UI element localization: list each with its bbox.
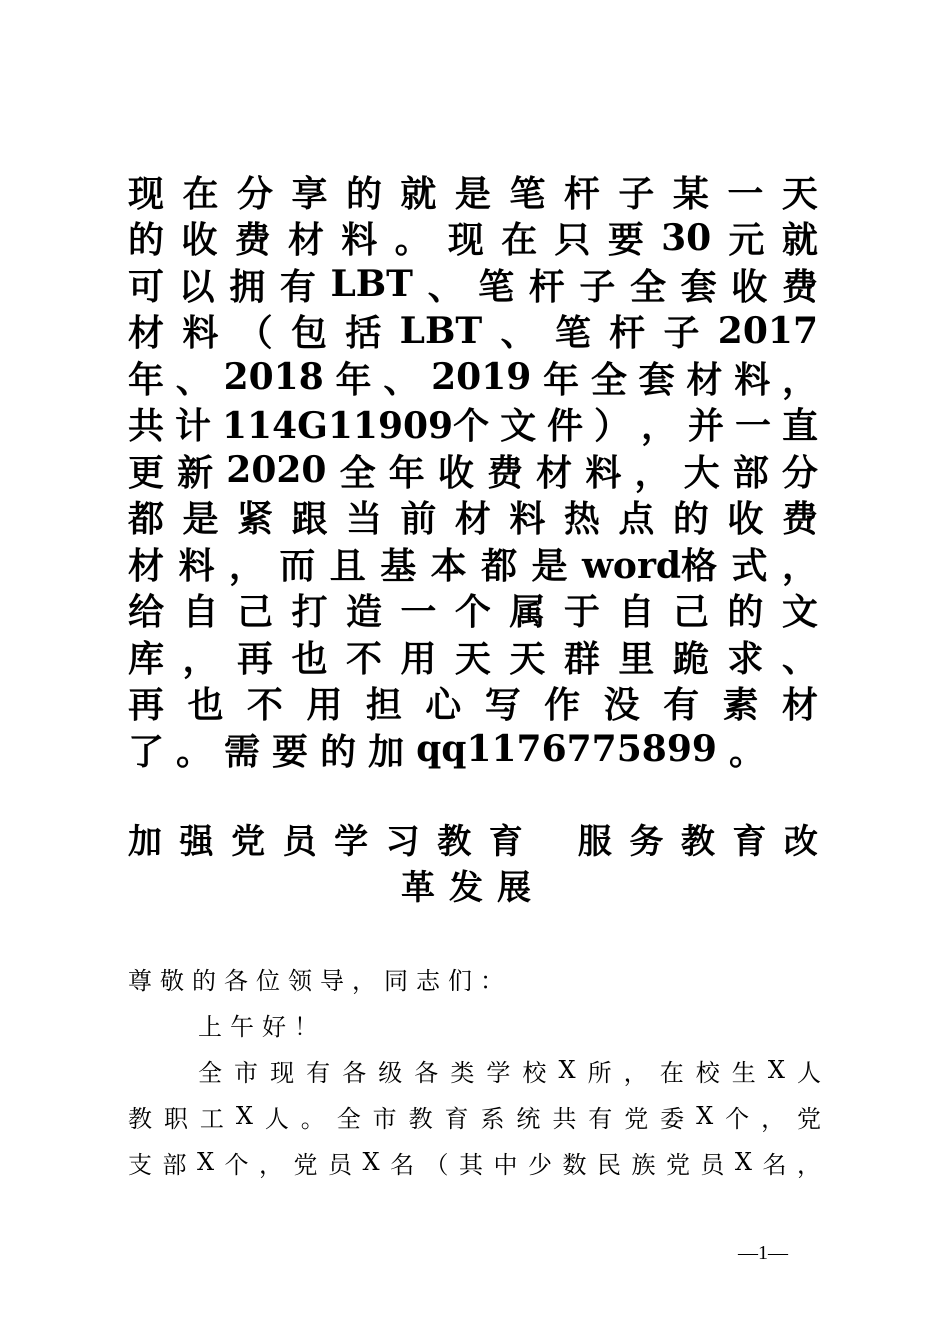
text-token: 员 <box>328 1150 352 1179</box>
text-token: 也 <box>187 684 224 727</box>
text-token: 直 <box>781 405 818 448</box>
text-token: 求 <box>727 637 764 680</box>
text-token: 工 <box>199 1104 224 1133</box>
text-token: 党 <box>624 1104 649 1133</box>
text-token: 作 <box>544 684 581 727</box>
text-token: 己 <box>672 591 709 634</box>
text-token: 生 <box>731 1058 756 1087</box>
text-token: 套 <box>680 265 717 308</box>
text-token: 。 <box>728 730 765 773</box>
page-number: —1— <box>738 1242 788 1264</box>
text-token: 计 <box>174 405 211 448</box>
text-token: 基 <box>380 544 417 587</box>
text-token: 支 <box>128 1150 152 1179</box>
text-token: 更 <box>128 451 165 494</box>
text-token: 给 <box>128 591 165 634</box>
text-token: 不 <box>345 637 382 680</box>
text-token: 2017 <box>717 309 818 352</box>
ad-line <box>128 633 818 680</box>
document-title <box>128 815 818 907</box>
text-token: 各 <box>342 1058 367 1087</box>
advertisement-paragraph <box>128 168 818 773</box>
text-token: 材 <box>287 219 324 262</box>
ad-line <box>128 261 818 308</box>
text-token: 也 <box>291 637 328 680</box>
text-token: 在 <box>659 1058 684 1087</box>
text-token: 自 <box>182 591 219 634</box>
text-token: ， <box>641 405 678 448</box>
ad-line <box>128 680 818 727</box>
text-token: 数 <box>562 1150 587 1179</box>
paragraph-line <box>128 1047 821 1093</box>
text-token: 、 <box>781 637 818 680</box>
text-token: 全 <box>590 358 627 401</box>
text-token: ， <box>761 1104 786 1133</box>
text-token: 校 <box>522 1058 547 1087</box>
text-token: 员 <box>700 1150 725 1179</box>
text-token: 全 <box>339 451 376 494</box>
text-token: 市 <box>234 1058 259 1087</box>
text-token: 中 <box>493 1150 518 1179</box>
text-token: 2019 <box>431 356 532 399</box>
text-token: 杆 <box>563 172 600 215</box>
text-token: 子 <box>663 312 700 355</box>
text-token: 子 <box>579 265 616 308</box>
text-token: 料 <box>182 312 219 355</box>
text-token: 且 <box>329 544 366 587</box>
text-token: 费 <box>234 219 271 262</box>
text-token: 年 <box>128 358 165 401</box>
ad-line <box>128 215 818 262</box>
text-token: 。 <box>394 219 431 262</box>
text-token: 部 <box>732 451 769 494</box>
text-token: 有 <box>306 1058 331 1087</box>
text-token: 心 <box>425 684 462 727</box>
text-token: 里 <box>618 637 655 680</box>
text-token: 材 <box>454 498 491 541</box>
text-token: 全 <box>198 1058 222 1087</box>
text-token: 自 <box>618 591 655 634</box>
text-token: 享 <box>291 172 328 215</box>
text-token: 元 <box>728 219 765 262</box>
text-token: qq1176775899 <box>416 728 717 771</box>
text-token: 的 <box>345 172 382 215</box>
text-token: 素 <box>722 684 759 727</box>
text-token: 料 <box>341 219 378 262</box>
text-token: 有 <box>663 684 700 727</box>
text-token: 一 <box>735 405 772 448</box>
text-token: 需 <box>224 730 261 773</box>
text-token: 包 <box>290 312 327 355</box>
text-token: 年 <box>543 358 580 401</box>
text-token: 用 <box>400 637 437 680</box>
salutation: 尊敬的各位领导，同志们： <box>128 966 512 995</box>
text-token: 打 <box>291 591 328 634</box>
text-token: 、 <box>383 358 420 401</box>
text-token: 跪 <box>672 637 709 680</box>
body-paragraph <box>128 1047 821 1185</box>
text-token: 要 <box>272 730 309 773</box>
text-token: 。 <box>300 1104 325 1133</box>
text-token: 党 <box>293 1150 318 1179</box>
text-token: 全 <box>630 265 667 308</box>
text-token: 的 <box>727 591 764 634</box>
text-token: 没 <box>603 684 640 727</box>
text-token: 加 <box>128 821 162 862</box>
text-token: 加 <box>368 730 405 773</box>
text-token: X <box>235 1102 253 1130</box>
text-token: 教 <box>437 821 472 862</box>
text-token: ， <box>623 1058 648 1087</box>
text-token: 委 <box>660 1104 685 1133</box>
text-token: 材 <box>686 358 723 401</box>
text-token: 教 <box>680 821 715 862</box>
text-token: 材 <box>128 544 165 587</box>
text-token: 务 <box>629 821 664 862</box>
ad-line <box>128 308 818 355</box>
text-token: 杆 <box>528 265 565 308</box>
text-token: 某 <box>672 172 709 215</box>
text-token: 在 <box>182 172 219 215</box>
text-token: 热 <box>563 498 600 541</box>
text-token: 教 <box>408 1104 433 1133</box>
text-token: 不 <box>246 684 283 727</box>
text-token: 件 <box>547 405 584 448</box>
text-token: 共 <box>128 405 165 448</box>
text-token: 民 <box>596 1150 621 1179</box>
text-token: 育 <box>732 821 767 862</box>
text-token: 己 <box>236 591 273 634</box>
text-token: 族 <box>631 1150 656 1179</box>
text-token: ， <box>796 1150 821 1179</box>
text-token: 员 <box>282 821 317 862</box>
text-token: 其 <box>459 1150 484 1179</box>
text-token: 现 <box>447 219 484 262</box>
text-token: 的 <box>320 730 357 773</box>
text-token: X <box>734 1148 752 1176</box>
text-token: 收 <box>727 498 764 541</box>
text-token: 全 <box>336 1104 361 1133</box>
text-token: 费 <box>781 498 818 541</box>
text-token: 紧 <box>236 498 273 541</box>
text-token: 收 <box>731 265 768 308</box>
text-token: ， <box>781 544 818 587</box>
text-token: 杆 <box>609 312 646 355</box>
text-token: 笔 <box>478 265 515 308</box>
text-token: 料 <box>509 498 546 541</box>
text-token: 现 <box>270 1058 295 1087</box>
text-token: 都 <box>481 544 518 587</box>
title-line-2: 革发展 <box>401 867 545 908</box>
text-token: 了 <box>128 730 165 773</box>
text-token: 再 <box>236 637 273 680</box>
text-token: 一 <box>727 172 764 215</box>
text-token: 跟 <box>291 498 328 541</box>
text-token: 学 <box>486 1058 511 1087</box>
text-token: 的 <box>672 498 709 541</box>
text-token: 2018 <box>223 356 324 399</box>
text-token: 习 <box>385 821 420 862</box>
text-token: 职 <box>163 1104 188 1133</box>
ad-line <box>128 401 818 448</box>
text-token: 。 <box>176 730 213 773</box>
ad-line <box>128 168 818 215</box>
text-token: 、 <box>427 265 464 308</box>
text-token: 校 <box>695 1058 720 1087</box>
text-token: 文 <box>781 591 818 634</box>
text-token: 笔 <box>554 312 591 355</box>
text-token: ） <box>594 405 631 448</box>
text-token: 30 <box>661 216 712 259</box>
text-token: X <box>362 1148 380 1176</box>
text-token: 式 <box>731 544 768 587</box>
text-token: 育 <box>444 1104 469 1133</box>
text-token: 统 <box>516 1104 541 1133</box>
ad-line <box>128 447 818 494</box>
text-token: 子 <box>618 172 655 215</box>
ad-line <box>128 587 818 634</box>
text-token: 新 <box>177 451 214 494</box>
text-token: 是 <box>182 498 219 541</box>
text-token: 服 <box>577 821 612 862</box>
text-token: 部 <box>162 1150 187 1179</box>
text-token: 前 <box>400 498 437 541</box>
text-token: 党 <box>797 1104 821 1133</box>
text-token: 是 <box>454 172 491 215</box>
text-token: 级 <box>378 1058 403 1087</box>
text-token: ， <box>228 544 265 587</box>
text-token: 而 <box>279 544 316 587</box>
text-token: 有 <box>588 1104 613 1133</box>
text-token: 以 <box>178 265 215 308</box>
text-token: 库 <box>128 637 165 680</box>
text-token: （ <box>236 312 273 355</box>
text-token: （ <box>424 1150 449 1179</box>
text-token: 都 <box>128 498 165 541</box>
greeting: 上午好！ <box>198 1012 326 1041</box>
text-token: 材 <box>128 312 165 355</box>
text-token: 改 <box>783 821 818 862</box>
text-token: X <box>696 1102 714 1130</box>
text-token: 属 <box>509 591 546 634</box>
text-token: 套 <box>638 358 675 401</box>
text-token: 就 <box>781 219 818 262</box>
title-line-1 <box>128 815 818 861</box>
text-token: 教 <box>128 1104 152 1133</box>
text-token: 材 <box>536 451 573 494</box>
text-token: 收 <box>181 219 218 262</box>
text-token: 共 <box>552 1104 577 1133</box>
text-token: word格 <box>581 544 718 587</box>
text-token: 现 <box>128 172 165 215</box>
ad-line <box>128 540 818 587</box>
text-token: 年 <box>335 358 372 401</box>
text-token: 名 <box>762 1150 787 1179</box>
text-token: X <box>767 1056 785 1084</box>
text-token: X <box>558 1056 576 1084</box>
text-token: 天 <box>454 637 491 680</box>
text-token: 学 <box>334 821 369 862</box>
text-token: 要 <box>607 219 644 262</box>
text-token: 并 <box>688 405 725 448</box>
text-token: 个 <box>725 1104 750 1133</box>
text-token: LBT <box>330 263 413 306</box>
text-token: 的 <box>128 219 165 262</box>
text-token: 个 <box>454 591 491 634</box>
text-token: 人 <box>796 1058 821 1087</box>
text-token: 年 <box>388 451 425 494</box>
text-token: 本 <box>430 544 467 587</box>
text-token: 费 <box>487 451 524 494</box>
text-token: 拥 <box>229 265 266 308</box>
text-token: 强 <box>179 821 214 862</box>
text-token: 天 <box>509 637 546 680</box>
text-token: 笔 <box>509 172 546 215</box>
text-token: 个 <box>224 1150 249 1179</box>
document-body <box>128 955 821 1185</box>
text-token: ， <box>182 637 219 680</box>
text-token: 是 <box>531 544 568 587</box>
text-token: 只 <box>554 219 591 262</box>
text-token: 党 <box>665 1150 690 1179</box>
text-token: ， <box>781 358 818 401</box>
text-token: ， <box>259 1150 284 1179</box>
text-token: 、 <box>175 358 212 401</box>
text-token: 在 <box>501 219 538 262</box>
text-token: 就 <box>400 172 437 215</box>
text-token: 再 <box>128 684 165 727</box>
text-token: 用 <box>306 684 343 727</box>
text-token: 各 <box>414 1058 439 1087</box>
text-token: 党 <box>231 821 266 862</box>
text-token: LBT <box>399 309 483 352</box>
text-token: 有 <box>279 265 316 308</box>
text-token: 114G11909个 <box>221 405 490 448</box>
text-token: 点 <box>618 498 655 541</box>
ad-line <box>128 726 818 773</box>
paragraph-line <box>128 1139 821 1185</box>
text-token: 、 <box>500 312 537 355</box>
text-token: 少 <box>528 1150 552 1179</box>
text-token: 料 <box>585 451 622 494</box>
text-token: 大 <box>683 451 720 494</box>
text-token: 料 <box>734 358 771 401</box>
text-token: 当 <box>345 498 382 541</box>
text-token: 括 <box>345 312 382 355</box>
text-token: 市 <box>372 1104 397 1133</box>
text-token: 造 <box>345 591 382 634</box>
text-token: 类 <box>450 1058 475 1087</box>
text-token: 天 <box>781 172 818 215</box>
text-token: 名 <box>390 1150 415 1179</box>
text-token: 2020 <box>226 449 327 492</box>
text-token: 一 <box>400 591 437 634</box>
text-token: 可 <box>128 265 165 308</box>
text-token: 担 <box>365 684 402 727</box>
text-token: 所 <box>587 1058 612 1087</box>
text-token: 系 <box>480 1104 505 1133</box>
text-token: 人 <box>264 1104 289 1133</box>
text-token: ， <box>634 451 671 494</box>
text-token: 写 <box>484 684 521 727</box>
text-token: 文 <box>500 405 537 448</box>
text-token: 费 <box>781 265 818 308</box>
text-token: 材 <box>781 684 818 727</box>
paragraph-line <box>128 1093 821 1139</box>
text-token: 群 <box>563 637 600 680</box>
text-token: 分 <box>236 172 273 215</box>
text-token: 料 <box>178 544 215 587</box>
text-token: 于 <box>563 591 600 634</box>
text-token: 收 <box>437 451 474 494</box>
ad-line <box>128 354 818 401</box>
text-token: 分 <box>781 451 818 494</box>
text-token: 育 <box>488 821 523 862</box>
text-token: X <box>196 1148 215 1176</box>
ad-line <box>128 494 818 541</box>
